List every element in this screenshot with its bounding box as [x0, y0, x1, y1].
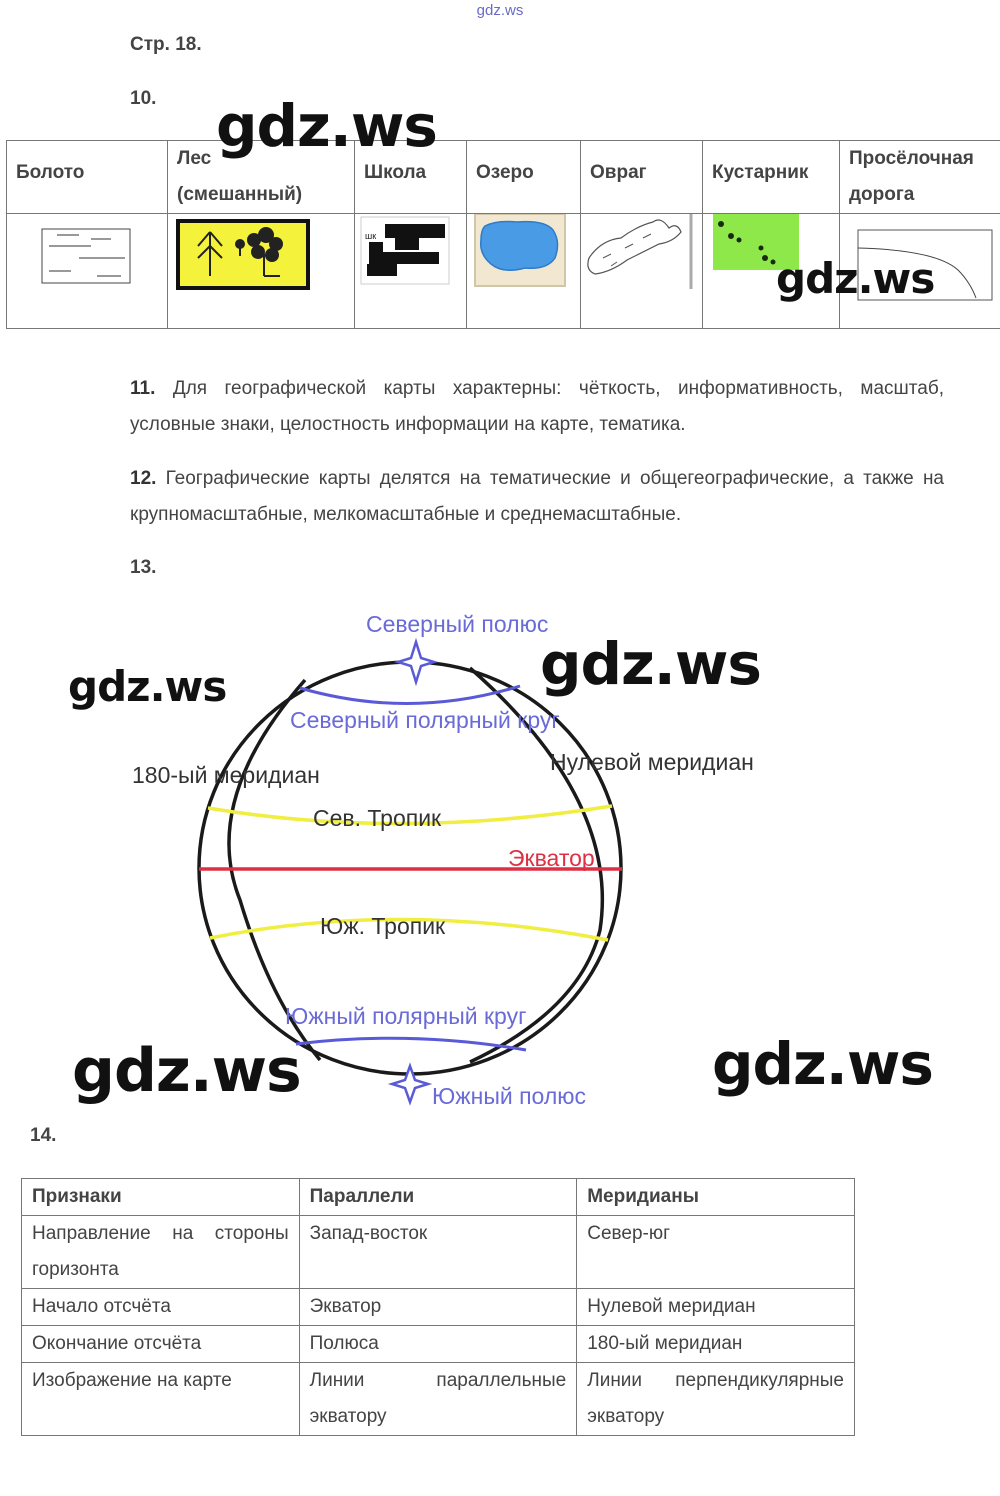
- watermark: gdz.ws: [712, 1030, 933, 1098]
- tropic-north-label: Сев. Тропик: [313, 805, 442, 831]
- north-pole-label: Северный полюс: [366, 611, 549, 637]
- header-school: Школа: [355, 141, 467, 214]
- mixed-forest-icon: [168, 214, 354, 323]
- antarctic-circle-label: Южный полярный круг: [285, 1003, 527, 1029]
- south-pole-label: Южный полюс: [432, 1083, 587, 1109]
- ravine-symbol-cell: [581, 214, 703, 329]
- row-4-parallels: Линии параллельные экватору: [299, 1363, 577, 1436]
- row-2-sign: Начало отсчёта: [22, 1289, 300, 1326]
- page-number: Стр. 18.: [130, 34, 202, 55]
- question-12-number: 12.: [130, 468, 157, 489]
- prime-meridian-label: Нулевой меридиан: [550, 749, 754, 775]
- row-3-parallels: Полюса: [299, 1326, 577, 1363]
- watermark: gdz.ws: [68, 662, 227, 711]
- header-dirt-road: Просёлочная дорога: [840, 141, 1000, 214]
- header-ravine: Овраг: [581, 141, 703, 214]
- row-1-sign: Направление на стороны горизонта: [22, 1216, 300, 1289]
- row-1-parallels: Запад-восток: [299, 1216, 577, 1289]
- header-signs: Признаки: [22, 1179, 300, 1216]
- question-13-number: 13.: [130, 557, 157, 578]
- row-3-meridians: 180-ый меридиан: [577, 1326, 855, 1363]
- watermark: gdz.ws: [776, 254, 935, 303]
- forest-symbol-cell: [168, 214, 355, 329]
- lake-icon: [467, 214, 580, 323]
- watermark: gdz.ws: [540, 630, 761, 698]
- antarctic-circle-line: [296, 1038, 526, 1050]
- ravine-icon: [581, 214, 702, 323]
- south-pole-star-icon: [392, 1066, 428, 1102]
- table-row: [22, 1326, 855, 1363]
- lake-symbol-cell: [467, 214, 581, 329]
- swamp-symbol-cell: [7, 214, 168, 329]
- swamp-icon: [7, 214, 167, 323]
- top-watermark: gdz.ws: [476, 2, 524, 19]
- answer-11: [130, 371, 944, 443]
- header-swamp: Болото: [7, 141, 168, 214]
- row-3-sign: Окончание отсчёта: [22, 1326, 300, 1363]
- answer-12: [130, 461, 944, 533]
- question-14-number: 14.: [30, 1125, 57, 1146]
- equator-label: Экватор: [508, 845, 595, 871]
- school-icon: [355, 214, 466, 323]
- table-row: [22, 1216, 855, 1289]
- question-11-number: 11.: [130, 378, 156, 399]
- arctic-circle-line: [300, 686, 520, 704]
- row-2-meridians: Нулевой меридиан: [577, 1289, 855, 1326]
- meridian-180-label: 180-ый меридиан: [132, 762, 320, 788]
- row-2-parallels: Экватор: [299, 1289, 577, 1326]
- watermark: gdz.ws: [216, 92, 437, 160]
- tropic-south-label: Юж. Тропик: [320, 913, 446, 939]
- row-4-sign: Изображение на карте: [22, 1363, 300, 1436]
- header-lake: Озеро: [467, 141, 581, 214]
- header-shrub: Кустарник: [703, 141, 840, 214]
- answer-11-text: Для географической карты характерны: чёткость, информативность, масштаб, условные знаки, целостность информации на карте, тематика.: [130, 378, 945, 435]
- school-icon-label: шк: [365, 231, 377, 241]
- header-parallels: Параллели: [299, 1179, 577, 1216]
- parallels-meridians-table: [21, 1178, 855, 1436]
- table-row: [22, 1289, 855, 1326]
- arctic-circle-label: Северный полярный круг: [290, 707, 560, 733]
- watermark: gdz.ws: [72, 1036, 301, 1106]
- school-symbol-cell: [355, 214, 467, 329]
- table-row: [22, 1363, 855, 1436]
- question-10-number: 10.: [130, 88, 157, 109]
- header-meridians: Меридианы: [577, 1179, 855, 1216]
- answer-12-text: Географические карты делятся на тематические и общегеографические, а также на крупномасштабные, мелкомасштабные и среднемасштабные.: [130, 468, 945, 525]
- row-4-meridians: Линии перпендикулярные экватору: [577, 1363, 855, 1436]
- north-pole-star-icon: [398, 642, 434, 682]
- row-1-meridians: Север-юг: [577, 1216, 855, 1289]
- header-forest: Лес (смешанный): [168, 141, 355, 214]
